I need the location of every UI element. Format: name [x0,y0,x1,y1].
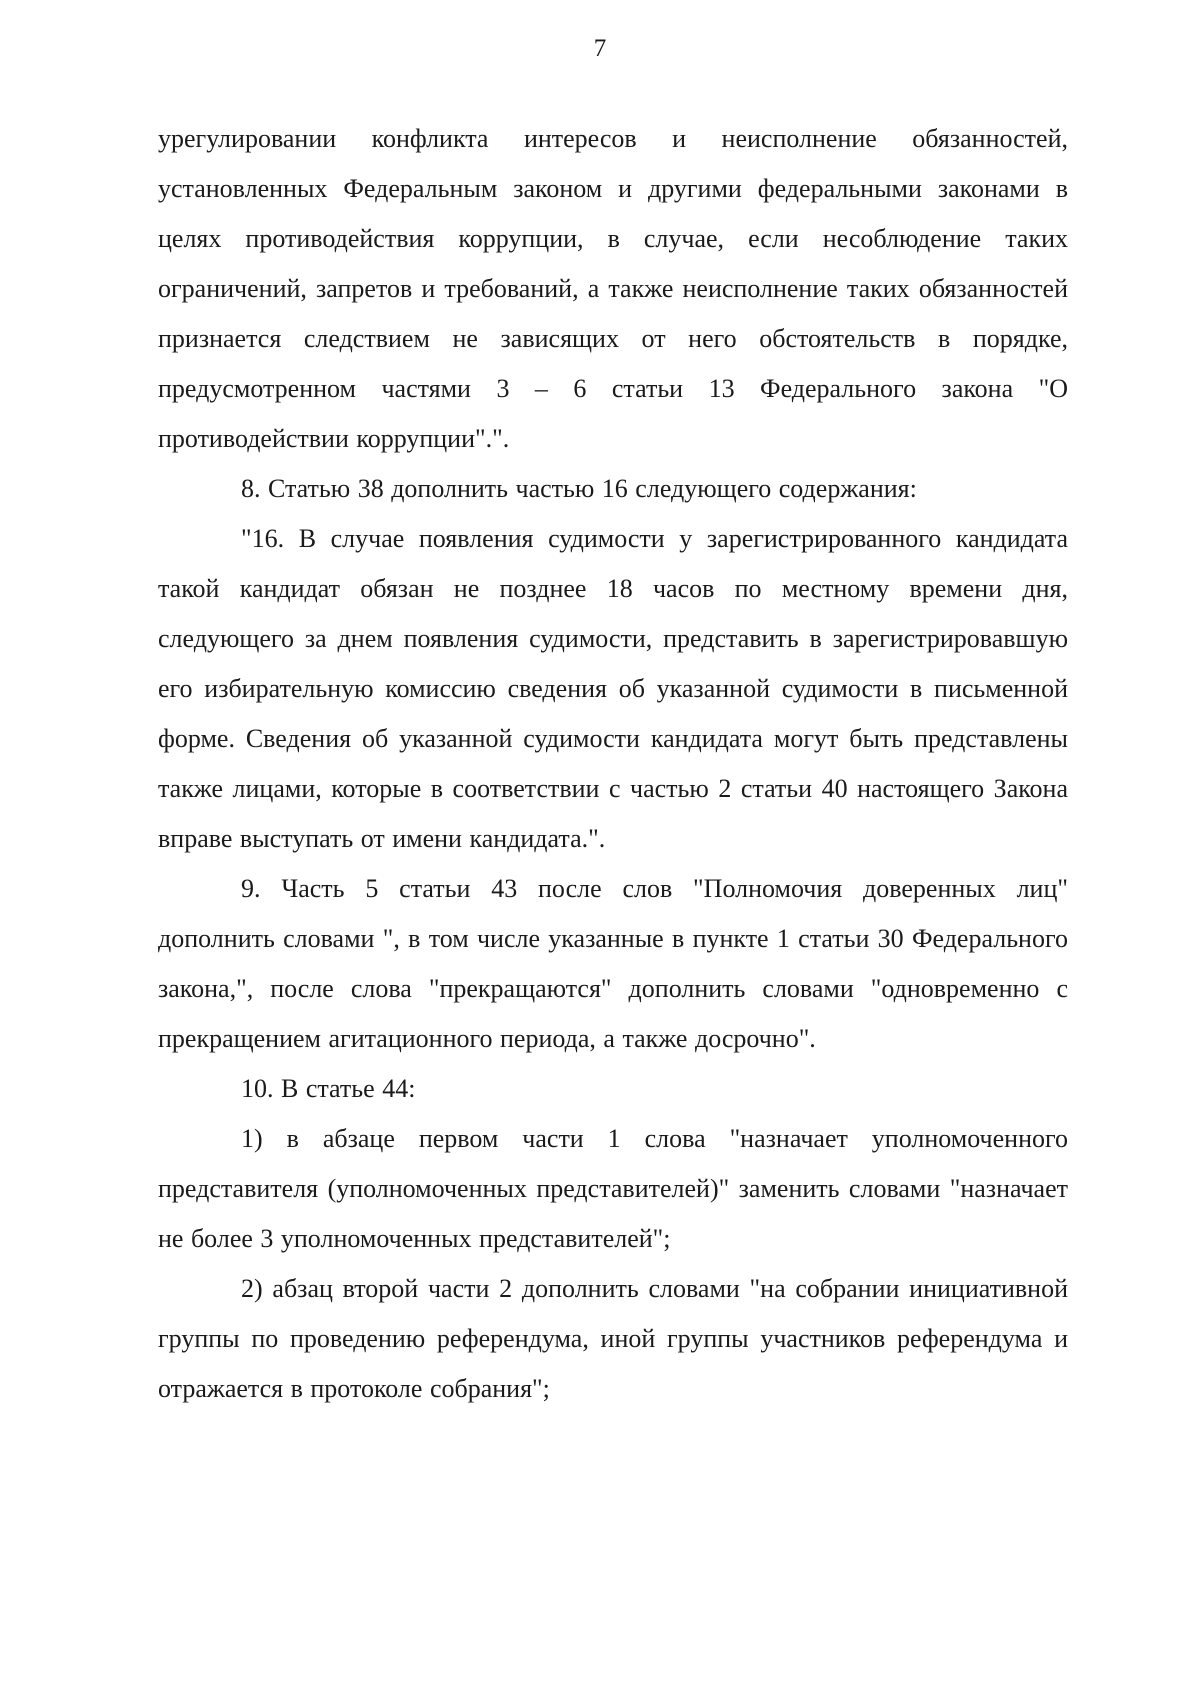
paragraph-part-16: "16. В случае появления судимости у зарегистрированного кандидата такой кандидат обязан не позднее 18 часов по местному времени дня, следующего за днем появления судимости, представить в зарегистрировавшую его избирательную комиссию сведения об указанной судимости в письменной форме. Сведения об указанной судимости кандидата могут быть представлены также лицами, которые в соответствии с частью 2 статьи 40 настоящего Закона вправе выступать от имени кандидата.". [158,524,1068,853]
paragraph-item-9: 9. Часть 5 статьи 43 после слов "Полномочия доверенных лиц" дополнить словами ", в том числе указанные в пункте 1 статьи 30 Федерального закона,", после слова "прекращаются" дополнить словами "одновременно с прекращением агитационного периода, а также досрочно". [158,874,1068,1053]
page-number: 7 [593,35,607,62]
paragraph-item-8: 8. Статью 38 дополнить частью 16 следующего содержания: [241,474,917,503]
paragraph-subitem-1: 1) в абзаце первом части 1 слова "назначает уполномоченного представителя (уполномоченных представителей)" заменить словами "назначает не более 3 уполномоченных представителей"; [158,1124,1068,1253]
paragraph-item-10: 10. В статье 44: [241,1074,416,1103]
paragraph-continuation: урегулировании конфликта интересов и неисполнение обязанностей, установленных Федеральным законом и другими федеральными законами в целях противодействия коррупции, в случае, если несоблюдение таких ограничений, запретов и требований, а также неисполнение таких обязанностей признается следствием не зависящих от него обстоятельств в порядке, предусмотренном частями 3 – 6 статьи 13 Федерального закона "О противодействии коррупции".". [158,124,1068,453]
document-body [158,114,1068,1414]
paragraph-subitem-2: 2) абзац второй части 2 дополнить словами "на собрании инициативной группы по проведению референдума, иной группы участников референдума и отражается в протоколе собрания"; [158,1274,1068,1403]
